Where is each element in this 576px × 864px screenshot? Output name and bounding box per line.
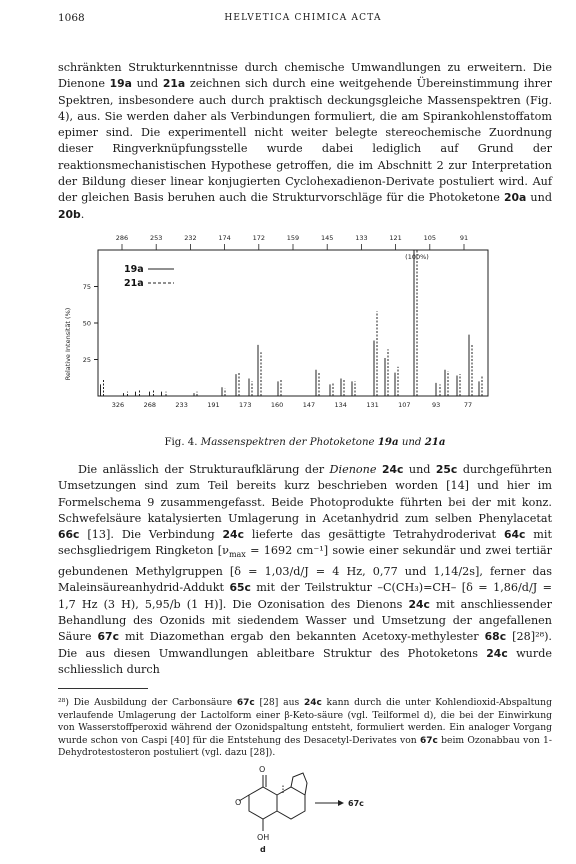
y-tick-label: 75 bbox=[82, 283, 91, 291]
paragraph-intro: schränkten Strukturkenntnisse durch chemische Umwandlungen zu erweitern. Die Dienone 19a und 21a zeichnen sich durch eine weitgehende Übereinstimmung ihrer Spektren, insbesondere auch durch praktisch deckungsgleiche Massenspektren (Fig. 4), aus. Sie werden daher als Verbindungen formuliert, die am Spirankohlenstoffatom epimer sind. Die experimentell nicht weiter belegte stereochemische Zuordnung dieser Ringverknüpfungsstelle wurde dabei lediglich auf Grund der reaktionsmechanistischen Hypothese getroffen, die im Abschnitt 2 zur Interpretation der Bildung dieser linear konjugierten Cyclohexadienon-Derivate postuliert wird. Auf der gleichen Basis beruhen auch die Strukturvorschläge für die Photoketone 20a und 20b. bbox=[58, 61, 552, 221]
top-tick-label: 253 bbox=[149, 234, 163, 242]
hydroxy-label: OH bbox=[257, 833, 270, 842]
journal-title: HELVETICA CHIMICA ACTA bbox=[224, 13, 382, 23]
bottom-tick-label: 191 bbox=[207, 401, 220, 409]
legend-label-19a: 19a bbox=[124, 264, 144, 275]
bottom-tick-label: 93 bbox=[432, 401, 441, 409]
y-tick-label: 50 bbox=[82, 319, 91, 328]
figure-caption: Fig. 4. Massenspektren der Photoketone 19a und 21a bbox=[164, 436, 446, 448]
structure-skeleton bbox=[239, 773, 307, 831]
y-axis-ticks bbox=[83, 283, 98, 364]
footnote-separator bbox=[58, 688, 148, 689]
y-tick-label: 25 bbox=[82, 356, 91, 364]
page-number: 1068 bbox=[58, 12, 85, 24]
top-tick-label: 121 bbox=[389, 234, 402, 242]
top-tick-label: 286 bbox=[115, 234, 129, 242]
oxygen-label-left: O bbox=[235, 798, 242, 807]
top-tick-label: 172 bbox=[252, 234, 266, 242]
legend-label-21a: 21a bbox=[124, 278, 144, 289]
top-tick-label: 91 bbox=[459, 234, 469, 242]
bottom-tick-label: 268 bbox=[143, 401, 157, 409]
top-tick-label: 174 bbox=[218, 234, 231, 242]
top-tick-label: 105 bbox=[423, 234, 437, 242]
product-label: 67c bbox=[348, 799, 364, 808]
bottom-tick-label: 173 bbox=[239, 401, 252, 409]
oxygen-label-top: O bbox=[259, 765, 266, 774]
footnote-28: ²⁸) Die Ausbildung der Carbonsäure 67c [28] aus 24c kann durch die unter Kohlendioxid-Abspaltung verlaufende Umlagerung der Lactolform einer β-Keto-säure (vgl. Teilformel d), die bei der Einwirkung von Wasserstoffperoxid während der Ozonidspaltung entsteht, formuliert werden. Ein analoger Vorgang wurde schon von Caspi [40] für die Entstehung des Desacetyl-Derivates von 67c beim Ozonabbau von 1-Dehydrotestosteron postuliert (vgl. dazu [28]). bbox=[58, 697, 552, 759]
top-tick-label: 232 bbox=[184, 234, 197, 242]
chart-legend bbox=[124, 264, 174, 289]
reaction-arrow bbox=[315, 800, 344, 806]
bottom-tick-label: 326 bbox=[111, 401, 125, 409]
top-tick-label: 133 bbox=[355, 234, 368, 242]
bottom-tick-label: 134 bbox=[334, 401, 347, 409]
bottom-tick-label: 77 bbox=[463, 401, 473, 409]
plot-frame bbox=[98, 250, 488, 396]
bottom-tick-label: 147 bbox=[302, 401, 316, 409]
page-header bbox=[58, 12, 548, 28]
structure-d bbox=[235, 755, 375, 855]
top-tick-label: 145 bbox=[320, 234, 334, 242]
spectrum-bars bbox=[101, 250, 483, 396]
y-axis-label: Relative Intensität (%) bbox=[64, 307, 72, 381]
bottom-tick-label: 107 bbox=[398, 401, 411, 409]
bottom-tick-label: 131 bbox=[366, 401, 379, 409]
top-axis-ticks bbox=[116, 234, 468, 250]
structure-caption: d bbox=[260, 845, 266, 854]
bottom-axis-ticks bbox=[112, 401, 472, 409]
paragraph-main: Die anlässlich der Strukturaufklärung der Dienone 24c und 25c durchgeführten Umsetzungen sind zum Teil bereits kurz beschrieben worden [14] und hier im Formelschema 9 zusammengefasst. Beide Photoprodukte führten bei der mit konz. Schwefelsäure katalysierten Umlagerung in Acetanhydrid zum selben Phenylacetat 66c [13]. Die Verbindung 24c lieferte das gesättigte Tetrahydroderivat 64c mit sechsgliedrigem Ringketon [$\nu_{max} = 1692$ cm⁻¹] sowie einer sekundär und zwei tertiär gebundenen Methylgruppen [δ = 1,03/d/J = 4 Hz, 0,77 und 1,14/2s], ferner das Maleinsäureanhydrid-Addukt 65c mit der Teilstruktur –C(CH₃)=CH– [δ = 1,86/d/J = 1,7 Hz (3 H), 5,95/b (1 H)]. Die Ozonisation des Dienons 24c mit anschliessender Behandlung des Ozonids mit siedendem Wasser und Umsetzung der angefallenen Säure 67c mit Diazomethan ergab den bekannten Acetoxy-methylester 68c [28]²⁸). Die aus diesen Umwandlungen ableitbare Struktur des Photoketons 24c wurde schliesslich durch bbox=[58, 463, 553, 676]
bottom-tick-label: 233 bbox=[175, 401, 188, 409]
peak-annotation: (100%) bbox=[405, 253, 429, 261]
bottom-tick-label: 160 bbox=[270, 401, 284, 409]
top-tick-label: 159 bbox=[286, 234, 300, 242]
mass-spectrum-chart bbox=[60, 232, 500, 432]
